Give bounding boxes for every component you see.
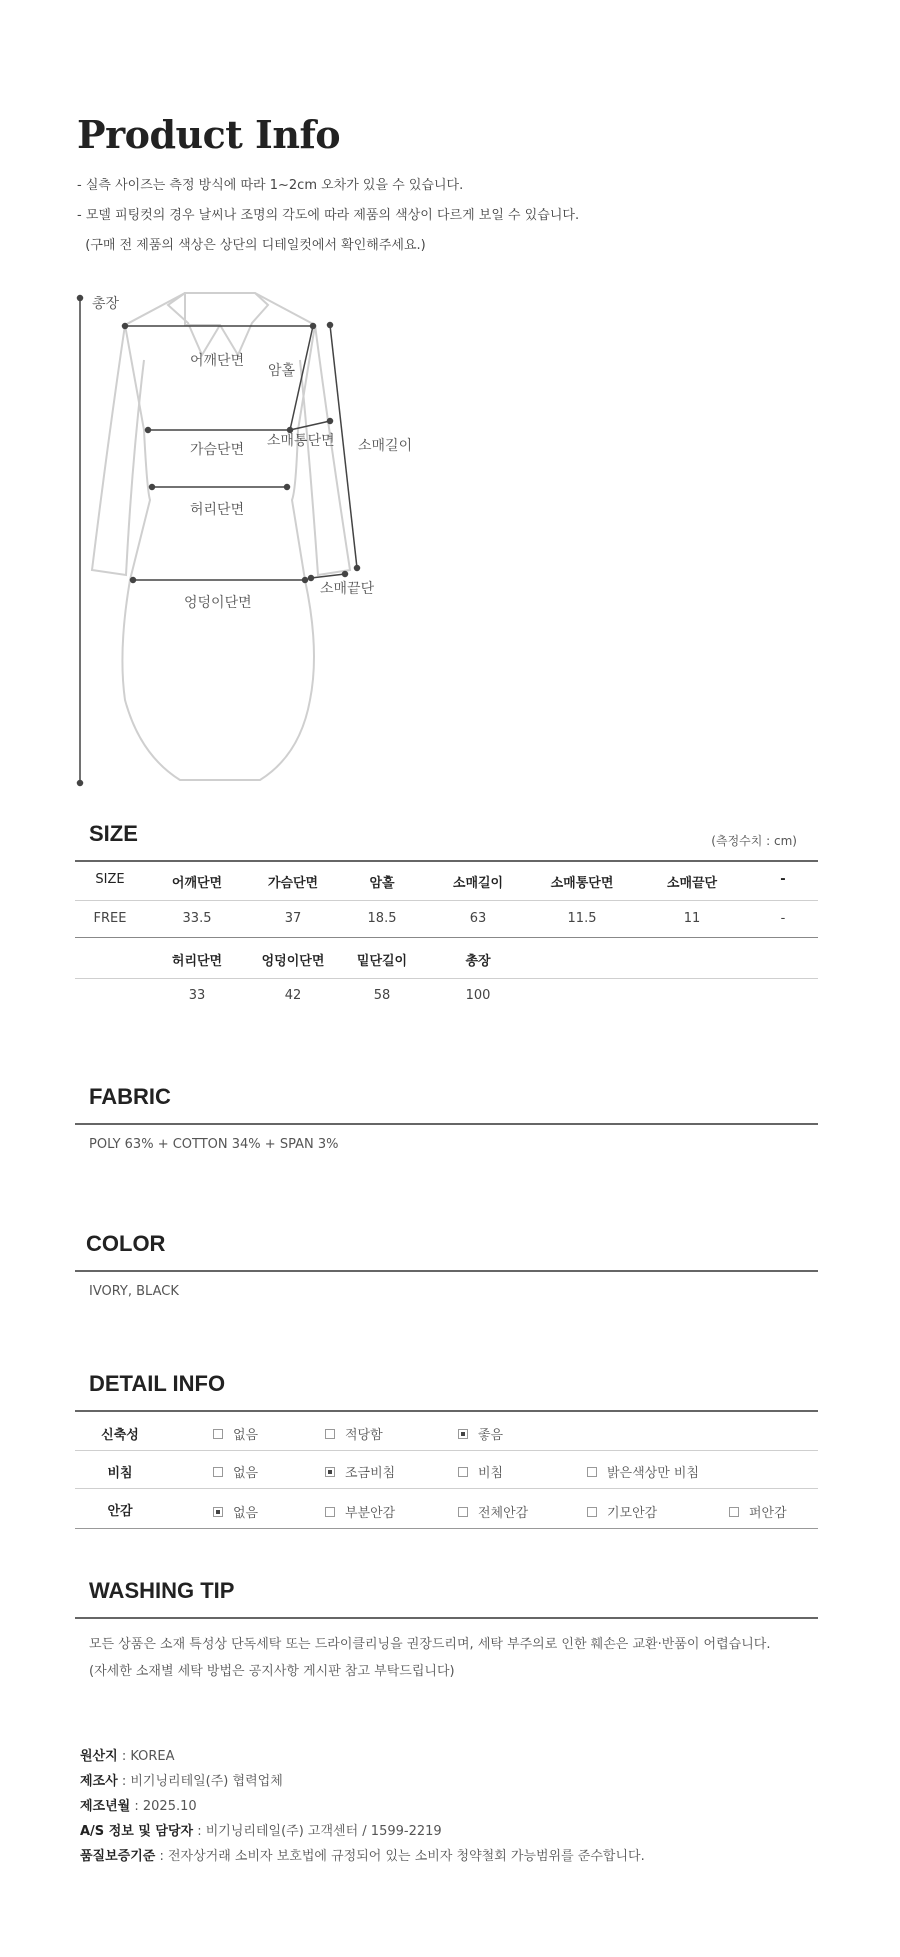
size-header: 어깨단면 [171, 876, 223, 891]
size-header: SIZE [95, 872, 125, 887]
unit-note: (측정수치 : cm) [711, 834, 797, 848]
size-header: 암홀 [369, 876, 395, 891]
size-header: 총장 [465, 954, 491, 969]
size-value: 18.5 [367, 911, 397, 926]
size-value: - [780, 911, 786, 926]
label-sleeve-length: 소매길이 [358, 438, 413, 454]
option-sheer-light-only[interactable]: 밝은색상만 비침 [587, 1462, 699, 1481]
detail-label-sheer: 비침 [107, 1466, 133, 1481]
label-total-length: 총장 [92, 296, 120, 312]
info-row: 원산지 : KOREA [80, 1749, 175, 1764]
size-value: 58 [373, 988, 391, 1003]
label-cuff: 소매끝단 [320, 581, 375, 597]
option-lining-brushed[interactable]: 기모안감 [587, 1502, 657, 1521]
washing-line: 모든 상품은 소재 특성상 단독세탁 또는 드라이클리닝을 권장드리며, 세탁 부주의로 인한 훼손은 교환·반품이 어렵습니다. [89, 1637, 771, 1652]
size-header: 밑단길이 [356, 954, 408, 969]
label-waist: 허리단면 [190, 502, 245, 518]
option-stretch-none[interactable]: 없음 [213, 1424, 258, 1443]
notice-line: - 실측 사이즈는 측정 방식에 따라 1~2cm 오차가 있을 수 있습니다. [77, 178, 464, 193]
checkbox-checked-icon [458, 1429, 468, 1439]
divider [75, 978, 818, 979]
divider [75, 1488, 818, 1489]
size-value: 63 [469, 911, 487, 926]
fabric-value: POLY 63% + COTTON 34% + SPAN 3% [89, 1137, 339, 1152]
detail-label-lining: 안감 [107, 1504, 133, 1519]
size-header: 소매길이 [452, 876, 504, 891]
checkbox-checked-icon [213, 1507, 223, 1517]
detail-section-title: DETAIL INFO [89, 1371, 226, 1396]
checkbox-icon [729, 1507, 739, 1517]
notice-line: (구매 전 제품의 색상은 상단의 디테일컷에서 확인해주세요.) [77, 238, 426, 253]
washing-section-title: WASHING TIP [89, 1578, 235, 1603]
option-sheer-none[interactable]: 없음 [213, 1462, 258, 1481]
label-shoulder: 어깨단면 [190, 353, 245, 369]
measure-lines [78, 296, 360, 786]
option-lining-full[interactable]: 전체안감 [458, 1502, 528, 1521]
size-header: - [780, 872, 786, 887]
label-armhole: 암홀 [268, 363, 296, 379]
label-chest: 가슴단면 [190, 442, 245, 458]
fabric-section-title: FABRIC [89, 1084, 171, 1109]
washing-line: (자세한 소재별 세탁 방법은 공지사항 게시판 참고 부탁드립니다) [89, 1664, 455, 1679]
checkbox-icon [458, 1507, 468, 1517]
detail-label-stretch: 신축성 [101, 1428, 139, 1443]
option-stretch-moderate[interactable]: 적당함 [325, 1424, 383, 1443]
checkbox-icon [458, 1467, 468, 1477]
info-row: A/S 정보 및 담당자 : 비기닝리테일(주) 고객센터 / 1599-2219 [80, 1824, 442, 1839]
info-row: 품질보증기준 : 전자상거래 소비자 보호법에 규정되어 있는 소비자 청약철회 가능범위를 준수합니다. [80, 1849, 645, 1864]
divider [75, 1528, 818, 1529]
size-section-title: SIZE [89, 821, 138, 846]
divider [75, 937, 818, 938]
checkbox-icon [213, 1429, 223, 1439]
divider [75, 860, 818, 862]
checkbox-icon [587, 1507, 597, 1517]
size-value: FREE [93, 911, 127, 926]
size-value: 37 [284, 911, 302, 926]
checkbox-icon [325, 1507, 335, 1517]
divider [75, 1123, 818, 1125]
option-lining-none[interactable]: 없음 [213, 1502, 258, 1521]
checkbox-icon [587, 1467, 597, 1477]
divider [75, 1410, 818, 1412]
size-value: 11.5 [567, 911, 597, 926]
option-sheer-slight[interactable]: 조금비침 [325, 1462, 395, 1481]
info-row: 제조사 : 비기닝리테일(주) 협력업체 [80, 1774, 283, 1789]
option-sheer-yes[interactable]: 비침 [458, 1462, 503, 1481]
option-lining-fur[interactable]: 퍼안감 [729, 1502, 787, 1521]
option-lining-partial[interactable]: 부분안감 [325, 1502, 395, 1521]
divider [75, 900, 818, 901]
checkbox-icon [325, 1429, 335, 1439]
size-value: 33 [188, 988, 206, 1003]
size-header: 가슴단면 [267, 876, 319, 891]
size-header: 엉덩이단면 [261, 954, 325, 969]
divider [75, 1270, 818, 1272]
checkbox-icon [213, 1467, 223, 1477]
info-row: 제조년월 : 2025.10 [80, 1799, 197, 1814]
divider [75, 1450, 818, 1451]
size-header: 소매통단면 [550, 876, 614, 891]
product-legal-info [80, 1748, 645, 1873]
option-stretch-good[interactable]: 좋음 [458, 1424, 503, 1443]
size-value: 33.5 [182, 911, 212, 926]
divider [75, 1617, 818, 1619]
garment-size-diagram [60, 285, 460, 795]
size-value: 100 [465, 988, 491, 1003]
size-value: 11 [683, 911, 701, 926]
size-value: 42 [284, 988, 302, 1003]
notice-line: - 모델 피팅컷의 경우 날씨나 조명의 각도에 따라 제품의 색상이 다르게 보일 수 있습니다. [77, 208, 580, 223]
checkbox-checked-icon [325, 1467, 335, 1477]
size-header: 허리단면 [171, 954, 223, 969]
page-title: Product Info [77, 112, 341, 157]
label-sleeve-width: 소매통단면 [267, 433, 335, 449]
color-value: IVORY, BLACK [89, 1284, 179, 1299]
color-section-title: COLOR [86, 1231, 166, 1256]
label-hip: 엉덩이단면 [184, 595, 252, 611]
size-header: 소매끝단 [666, 876, 718, 891]
notice-list [77, 176, 579, 266]
